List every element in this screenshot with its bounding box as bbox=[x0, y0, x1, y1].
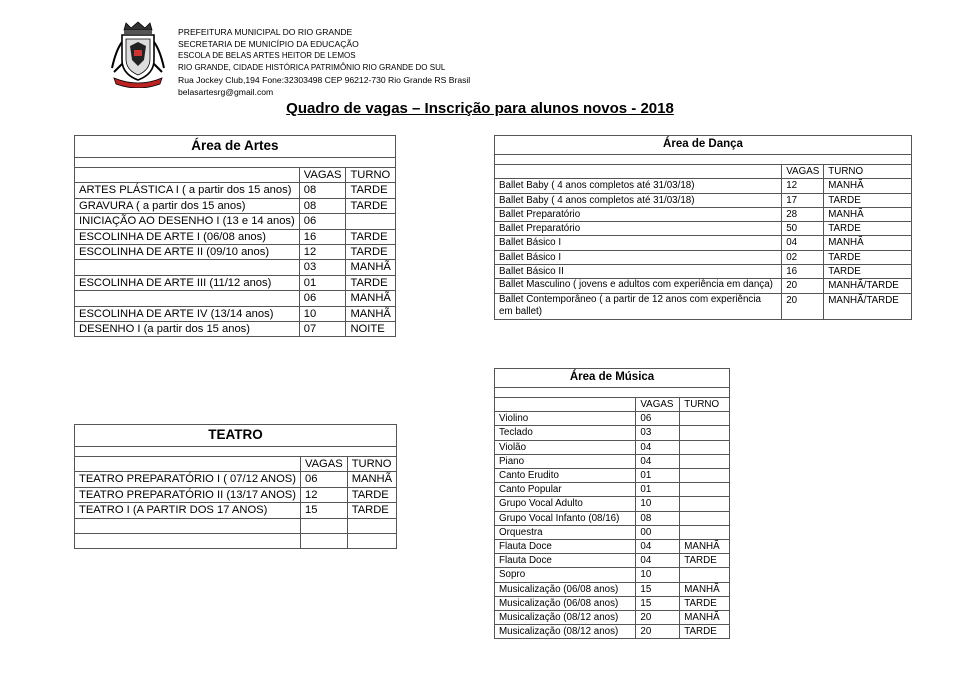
turno-header: TURNO bbox=[680, 398, 730, 412]
table-row bbox=[495, 540, 730, 554]
table-row bbox=[495, 440, 730, 454]
vagas-cell: 06 bbox=[299, 214, 346, 229]
table-row bbox=[75, 229, 396, 244]
vagas-cell: 12 bbox=[299, 245, 346, 260]
table-row bbox=[495, 625, 730, 639]
turno-cell: MANHÃ bbox=[347, 472, 396, 487]
table-row bbox=[75, 214, 396, 229]
course-cell: Flauta Doce bbox=[495, 554, 636, 568]
header-row bbox=[75, 168, 396, 183]
table-row bbox=[495, 265, 912, 279]
teatro-table-title: TEATRO bbox=[75, 425, 397, 447]
turno-cell bbox=[680, 511, 730, 525]
turno-cell bbox=[346, 214, 395, 229]
turno-cell bbox=[680, 525, 730, 539]
vagas-cell: 08 bbox=[636, 511, 680, 525]
vagas-cell: 15 bbox=[636, 582, 680, 596]
table-row bbox=[495, 611, 730, 625]
course-cell: Violino bbox=[495, 412, 636, 426]
vagas-cell: 03 bbox=[636, 426, 680, 440]
vagas-header: VAGAS bbox=[636, 398, 680, 412]
header-line: RIO GRANDE, CIDADE HISTÓRICA PATRIMÔNIO RIO GRANDE DO SUL bbox=[178, 63, 446, 72]
table-row bbox=[495, 497, 730, 511]
course-cell bbox=[75, 260, 300, 275]
header-line: Rua Jockey Club,194 Fone:32303498 CEP 96212-730 Rio Grande RS Brasil bbox=[178, 75, 471, 85]
table-row bbox=[75, 518, 397, 533]
turno-header: TURNO bbox=[347, 457, 396, 472]
institution-header bbox=[178, 26, 470, 98]
turno-cell: TARDE bbox=[346, 229, 395, 244]
turno-cell bbox=[680, 568, 730, 582]
page-title: Quadro de vagas – Inscrição para alunos novos - 2018 bbox=[286, 100, 674, 117]
header-email: belasartesrg@gmail.com bbox=[178, 87, 274, 97]
vagas-cell: 20 bbox=[636, 611, 680, 625]
turno-cell: TARDE bbox=[346, 275, 395, 290]
course-cell bbox=[75, 291, 300, 306]
table-row bbox=[495, 193, 912, 207]
turno-header: TURNO bbox=[824, 165, 912, 179]
course-cell: Musicalização (08/12 anos) bbox=[495, 611, 636, 625]
table-row bbox=[75, 260, 396, 275]
course-cell: Canto Popular bbox=[495, 483, 636, 497]
table-row bbox=[495, 236, 912, 250]
vagas-cell: 10 bbox=[299, 306, 346, 321]
course-cell: ESCOLINHA DE ARTE III (11/12 anos) bbox=[75, 275, 300, 290]
turno-cell bbox=[347, 534, 396, 549]
table-row bbox=[495, 582, 730, 596]
vagas-cell: 07 bbox=[299, 322, 346, 337]
course-cell: Teclado bbox=[495, 426, 636, 440]
course-cell: TEATRO PREPARATÓRIO II (13/17 ANOS) bbox=[75, 487, 301, 502]
vagas-header: VAGAS bbox=[782, 165, 824, 179]
spacer-row bbox=[75, 158, 396, 168]
table-row bbox=[495, 469, 730, 483]
musica-rows bbox=[495, 412, 730, 639]
course-cell: Ballet Contemporâneo ( a partir de 12 anos com experiência em ballet) bbox=[495, 293, 782, 319]
vagas-cell: 03 bbox=[299, 260, 346, 275]
turno-cell: MANHÃ bbox=[346, 291, 395, 306]
vagas-header: VAGAS bbox=[300, 457, 347, 472]
turno-cell: TARDE bbox=[346, 198, 395, 213]
turno-header: TURNO bbox=[346, 168, 395, 183]
turno-cell bbox=[680, 426, 730, 440]
table-row bbox=[75, 503, 397, 518]
course-cell: ESCOLINHA DE ARTE IV (13/14 anos) bbox=[75, 306, 300, 321]
course-cell: Grupo Vocal Adulto bbox=[495, 497, 636, 511]
course-cell: TEATRO PREPARATÓRIO I ( 07/12 ANOS) bbox=[75, 472, 301, 487]
turno-cell: MANHÃ bbox=[680, 582, 730, 596]
turno-cell: MANHÃ/TARDE bbox=[824, 293, 912, 319]
artes-rows bbox=[75, 183, 396, 337]
course-cell: TEATRO I (A PARTIR DOS 17 ANOS) bbox=[75, 503, 301, 518]
course-cell: Violão bbox=[495, 440, 636, 454]
vagas-cell: 20 bbox=[782, 279, 824, 293]
vagas-cell: 12 bbox=[782, 179, 824, 193]
turno-cell: TARDE bbox=[347, 503, 396, 518]
turno-cell: TARDE bbox=[680, 554, 730, 568]
header-line: PREFEITURA MUNICIPAL DO RIO GRANDE bbox=[178, 27, 353, 37]
turno-cell: TARDE bbox=[346, 245, 395, 260]
header-line: SECRETARIA DE MUNICÍPIO DA EDUCAÇÃO bbox=[178, 39, 359, 49]
table-row bbox=[495, 250, 912, 264]
vagas-cell: 28 bbox=[782, 207, 824, 221]
header-cell bbox=[495, 398, 636, 412]
artes-table bbox=[74, 135, 396, 337]
turno-cell bbox=[680, 469, 730, 483]
table-row bbox=[495, 483, 730, 497]
table-row bbox=[75, 183, 396, 198]
header-row bbox=[75, 457, 397, 472]
vagas-cell: 04 bbox=[636, 454, 680, 468]
turno-cell: MANHÃ bbox=[680, 611, 730, 625]
table-row bbox=[495, 454, 730, 468]
vagas-cell: 04 bbox=[782, 236, 824, 250]
table-row bbox=[495, 279, 912, 293]
course-cell: Musicalização (06/08 anos) bbox=[495, 596, 636, 610]
course-cell: Ballet Baby ( 4 anos completos até 31/03/18) bbox=[495, 179, 782, 193]
header-cell bbox=[75, 168, 300, 183]
course-cell: Ballet Preparatório bbox=[495, 207, 782, 221]
musica-table bbox=[494, 368, 730, 639]
course-cell bbox=[75, 534, 301, 549]
vagas-cell: 15 bbox=[300, 503, 347, 518]
vagas-cell: 10 bbox=[636, 497, 680, 511]
turno-cell: MANHÃ/TARDE bbox=[824, 279, 912, 293]
course-cell: Ballet Básico I bbox=[495, 250, 782, 264]
course-cell: Ballet Básico II bbox=[495, 265, 782, 279]
vagas-cell: 50 bbox=[782, 222, 824, 236]
vagas-cell: 08 bbox=[299, 198, 346, 213]
turno-cell: TARDE bbox=[347, 487, 396, 502]
course-cell: Sopro bbox=[495, 568, 636, 582]
course-cell: ESCOLINHA DE ARTE II (09/10 anos) bbox=[75, 245, 300, 260]
turno-cell: MANHÃ bbox=[346, 306, 395, 321]
table-row bbox=[75, 245, 396, 260]
course-cell: Musicalização (08/12 anos) bbox=[495, 625, 636, 639]
spacer-row bbox=[75, 447, 397, 457]
course-cell: ESCOLINHA DE ARTE I (06/08 anos) bbox=[75, 229, 300, 244]
course-cell bbox=[75, 518, 301, 533]
vagas-cell: 16 bbox=[782, 265, 824, 279]
turno-cell: MANHÃ bbox=[346, 260, 395, 275]
teatro-table bbox=[74, 424, 397, 549]
table-row bbox=[495, 554, 730, 568]
vagas-cell: 04 bbox=[636, 440, 680, 454]
musica-table-title: Área de Música bbox=[495, 369, 730, 388]
vagas-cell: 15 bbox=[636, 596, 680, 610]
turno-cell: TARDE bbox=[680, 625, 730, 639]
vagas-cell: 08 bbox=[299, 183, 346, 198]
course-cell: Ballet Masculino ( jovens e adultos com experiência em dança) bbox=[495, 279, 782, 293]
vagas-cell: 17 bbox=[782, 193, 824, 207]
turno-cell bbox=[680, 483, 730, 497]
table-row bbox=[495, 179, 912, 193]
table-row bbox=[495, 511, 730, 525]
turno-cell: MANHÃ bbox=[824, 236, 912, 250]
table-row bbox=[495, 412, 730, 426]
table-row bbox=[495, 426, 730, 440]
vagas-header: VAGAS bbox=[299, 168, 346, 183]
turno-cell: MANHÃ bbox=[680, 540, 730, 554]
vagas-cell: 06 bbox=[299, 291, 346, 306]
header-cell bbox=[75, 457, 301, 472]
course-cell: ARTES PLÁSTICA I ( a partir dos 15 anos) bbox=[75, 183, 300, 198]
vagas-cell: 04 bbox=[636, 540, 680, 554]
vagas-cell: 04 bbox=[636, 554, 680, 568]
turno-cell: TARDE bbox=[824, 222, 912, 236]
vagas-cell: 06 bbox=[636, 412, 680, 426]
turno-cell bbox=[347, 518, 396, 533]
turno-cell: TARDE bbox=[346, 183, 395, 198]
table-row bbox=[75, 291, 396, 306]
vagas-cell: 06 bbox=[300, 472, 347, 487]
teatro-rows bbox=[75, 472, 397, 549]
turno-cell: TARDE bbox=[824, 250, 912, 264]
table-row bbox=[75, 275, 396, 290]
turno-cell: TARDE bbox=[680, 596, 730, 610]
table-row bbox=[495, 293, 912, 319]
course-cell: Ballet Básico I bbox=[495, 236, 782, 250]
danca-rows bbox=[495, 179, 912, 319]
table-row bbox=[495, 596, 730, 610]
course-cell: INICIAÇÃO AO DESENHO I (13 e 14 anos) bbox=[75, 214, 300, 229]
vagas-cell: 12 bbox=[300, 487, 347, 502]
course-cell: Canto Erudito bbox=[495, 469, 636, 483]
vagas-cell: 10 bbox=[636, 568, 680, 582]
table-row bbox=[495, 568, 730, 582]
table-row bbox=[75, 322, 396, 337]
table-row bbox=[495, 525, 730, 539]
turno-cell: NOITE bbox=[346, 322, 395, 337]
table-row bbox=[495, 207, 912, 221]
header-row bbox=[495, 165, 912, 179]
course-cell: Piano bbox=[495, 454, 636, 468]
vagas-cell: 01 bbox=[299, 275, 346, 290]
vagas-cell bbox=[300, 534, 347, 549]
table-row bbox=[75, 198, 396, 213]
turno-cell bbox=[680, 440, 730, 454]
header-cell bbox=[495, 165, 782, 179]
spacer-row bbox=[495, 388, 730, 398]
vagas-cell: 20 bbox=[636, 625, 680, 639]
course-cell: Ballet Baby ( 4 anos completos até 31/03/18) bbox=[495, 193, 782, 207]
course-cell: Ballet Preparatório bbox=[495, 222, 782, 236]
spacer-row bbox=[495, 155, 912, 165]
vagas-cell: 20 bbox=[782, 293, 824, 319]
turno-cell bbox=[680, 497, 730, 511]
vagas-cell: 01 bbox=[636, 483, 680, 497]
turno-cell: MANHÃ bbox=[824, 207, 912, 221]
header-row bbox=[495, 398, 730, 412]
vagas-cell: 02 bbox=[782, 250, 824, 264]
course-cell: Musicalização (06/08 anos) bbox=[495, 582, 636, 596]
course-cell: Flauta Doce bbox=[495, 540, 636, 554]
turno-cell: TARDE bbox=[824, 265, 912, 279]
table-row bbox=[75, 472, 397, 487]
table-row bbox=[75, 487, 397, 502]
vagas-cell: 16 bbox=[299, 229, 346, 244]
course-cell: Orquestra bbox=[495, 525, 636, 539]
turno-cell: MANHÃ bbox=[824, 179, 912, 193]
vagas-cell: 01 bbox=[636, 469, 680, 483]
vagas-cell: 00 bbox=[636, 525, 680, 539]
danca-table bbox=[494, 135, 912, 320]
table-row bbox=[495, 222, 912, 236]
coat-of-arms-logo bbox=[108, 20, 168, 88]
vagas-cell bbox=[300, 518, 347, 533]
header-line: ESCOLA DE BELAS ARTES HEITOR DE LEMOS bbox=[178, 51, 356, 60]
artes-table-title: Área de Artes bbox=[75, 136, 396, 158]
course-cell: Grupo Vocal Infanto (08/16) bbox=[495, 511, 636, 525]
table-row bbox=[75, 534, 397, 549]
danca-table-title: Área de Dança bbox=[495, 136, 912, 155]
turno-cell: TARDE bbox=[824, 193, 912, 207]
table-row bbox=[75, 306, 396, 321]
course-cell: DESENHO I (a partir dos 15 anos) bbox=[75, 322, 300, 337]
turno-cell bbox=[680, 454, 730, 468]
course-cell: GRAVURA ( a partir dos 15 anos) bbox=[75, 198, 300, 213]
turno-cell bbox=[680, 412, 730, 426]
